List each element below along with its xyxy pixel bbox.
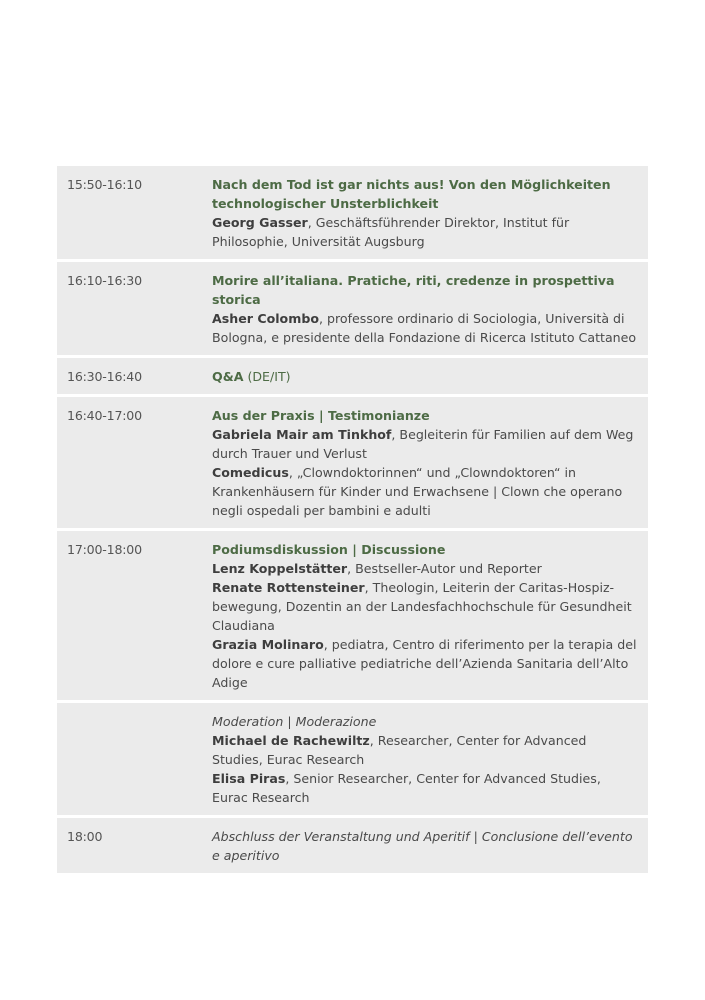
schedule-row bbox=[57, 397, 648, 528]
speaker-description: , professore ordinario di Sociologia, Università di Bologna, e presidente della Fondazione di Ricerca Istituto Cattaneo bbox=[212, 311, 637, 345]
schedule-row bbox=[57, 531, 648, 700]
session-content bbox=[212, 827, 638, 865]
moderator bbox=[212, 731, 638, 769]
session-content bbox=[212, 175, 638, 251]
speaker-name: Comedicus bbox=[212, 465, 289, 480]
speaker-name: Grazia Molinaro bbox=[212, 637, 324, 652]
speaker-description: , pediatra, Centro di riferimento per la terapia del dolore e cure palliative pediatriche dell’Azienda Sanitaria dell’Alto Adige bbox=[212, 637, 637, 690]
speaker bbox=[212, 635, 638, 692]
time-slot: 16:30-16:40 bbox=[67, 369, 142, 384]
program-schedule bbox=[57, 166, 648, 876]
speaker bbox=[212, 425, 638, 463]
moderator-name: Michael de Rachewiltz bbox=[212, 733, 370, 748]
session-title: Nach dem Tod ist gar nichts aus! Von den Möglichkeiten technologischer Unsterblichkeit bbox=[212, 177, 611, 211]
time-slot: 16:10-16:30 bbox=[67, 273, 142, 288]
schedule-row bbox=[57, 703, 648, 815]
closing-note: Abschluss der Veranstaltung und Aperitif | Conclusione dell’evento e aperitivo bbox=[212, 829, 633, 863]
session-content bbox=[212, 406, 638, 520]
speaker bbox=[212, 463, 638, 520]
time-slot: 18:00 bbox=[67, 829, 103, 844]
speaker-name: Lenz Koppelstätter bbox=[212, 561, 348, 576]
speaker-description: , Theologin, Leiterin der Caritas-Hospiz-bewegung, Dozentin an der Landesfachhochschule für Gesundheit Claudiana bbox=[212, 580, 632, 633]
speaker bbox=[212, 309, 638, 347]
time-slot: 17:00-18:00 bbox=[67, 542, 142, 557]
session-title: Aus der Praxis | Testimonianze bbox=[212, 408, 430, 423]
speaker-description: , Geschäftsführender Direktor, Institut für Philosophie, Universität Augsburg bbox=[212, 215, 570, 249]
time-slot: 15:50-16:10 bbox=[67, 177, 142, 192]
moderator-description: , Senior Researcher, Center for Advanced Studies, Eurac Research bbox=[212, 771, 601, 805]
schedule-row bbox=[57, 818, 648, 873]
speaker-name: Renate Rottensteiner bbox=[212, 580, 365, 595]
speaker-name: Gabriela Mair am Tinkhof bbox=[212, 427, 392, 442]
schedule-row bbox=[57, 262, 648, 355]
session-content bbox=[212, 367, 638, 386]
session-content bbox=[212, 540, 638, 692]
session-content bbox=[212, 712, 638, 807]
moderator-description: , Researcher, Center for Advanced Studies, Eurac Research bbox=[212, 733, 587, 767]
session-title: Q&A bbox=[212, 369, 244, 384]
speaker bbox=[212, 559, 638, 578]
schedule-row bbox=[57, 166, 648, 259]
schedule-row bbox=[57, 358, 648, 394]
time-slot: 16:40-17:00 bbox=[67, 408, 142, 423]
moderator-name: Elisa Piras bbox=[212, 771, 286, 786]
speaker-description: , Bestseller-Autor und Reporter bbox=[347, 561, 542, 576]
time-slot bbox=[67, 712, 212, 807]
session-title: Morire all’italiana. Pratiche, riti, credenze in prospettiva storica bbox=[212, 273, 615, 307]
moderator bbox=[212, 769, 638, 807]
session-content bbox=[212, 271, 638, 347]
session-title: Podiumsdiskussion | Discussione bbox=[212, 542, 446, 557]
moderation-heading: Moderation | Moderazione bbox=[212, 714, 377, 729]
language-note: (DE/IT) bbox=[243, 369, 291, 384]
speaker bbox=[212, 213, 638, 251]
speaker-description: , „Clowndoktorinnen“ und „Clowndoktoren“ in Krankenhäusern für Kinder und Erwachsene | Clown che operano negli ospedali per bambini e adulti bbox=[212, 465, 623, 518]
speaker-name: Georg Gasser bbox=[212, 215, 308, 230]
speaker-name: Asher Colombo bbox=[212, 311, 319, 326]
speaker-description: , Begleiterin für Familien auf dem Weg durch Trauer und Verlust bbox=[212, 427, 634, 461]
speaker bbox=[212, 578, 638, 635]
